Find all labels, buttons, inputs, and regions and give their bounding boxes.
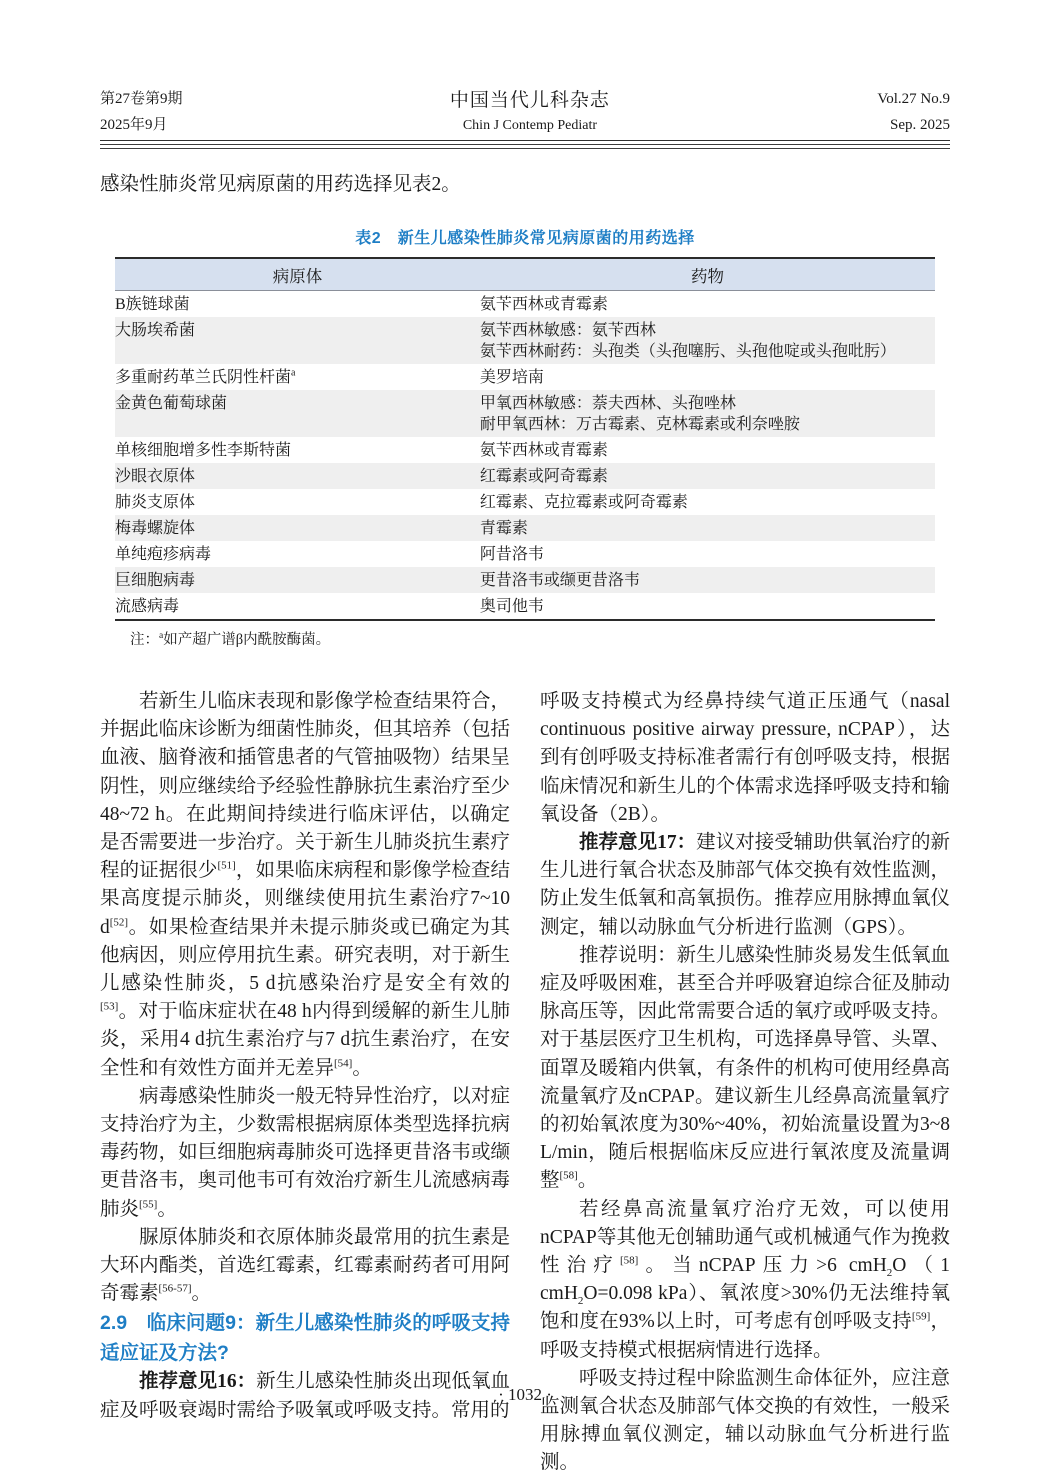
drug-line: 红霉素或阿奇霉素 [479,467,608,485]
paragraph: 推荐意见17：建议对接受辅助供氧治疗的新生儿进行氧合状态及肺部气体交换有效性监测，防止发生低氧和高氧损伤。推荐应用脉搏血氧仪测定，辅以动脉血气分析进行监测（GPS）。 [540,832,950,938]
pathogen-cell: 金黄色葡萄球菌 [115,394,228,412]
volume-issue: 第27卷第9期 [100,91,183,107]
table-header-row [115,258,935,291]
table-block [115,225,935,650]
table-row [115,317,935,364]
table-row [115,364,935,390]
table-note [130,630,935,650]
header-rule-thin [100,140,950,141]
drug-line: 奥司他韦 [479,597,544,615]
drug-table-body [115,291,935,621]
drug-line: 氨苄西林耐药：头孢类（头孢噻肟、头孢他啶或头孢吡肟） [479,342,896,360]
drug-line: 青霉素 [479,519,528,537]
drug-line: 阿昔洛韦 [479,545,544,563]
vol-no-en: Vol.27 No.9 [877,91,950,107]
column-header-drug: 药物 [480,258,935,291]
journal-header [100,86,950,138]
left-column [100,688,510,1473]
drug-cell [480,463,935,489]
drug-table [115,257,935,621]
drug-cell [480,567,935,593]
drug-cell [480,317,935,364]
pathogen-cell: 肺炎支原体 [115,493,196,511]
paragraph: 呼吸支持过程中除监测生命体征外，应注意监测氧合状态及肺部气体交换的有效性，一般采用脉搏血氧仪测定，辅以动脉血气分析进行监测。 [540,1367,950,1473]
drug-line: 氨苄西林敏感：氨苄西林 [479,321,656,339]
drug-cell [480,541,935,567]
table-row [115,390,935,437]
journal-title-block [450,88,610,138]
table-row [115,463,935,489]
table-row [115,515,935,541]
pathogen-cell: 巨细胞病毒 [115,571,196,589]
note-superscript: a [159,631,164,642]
paragraph: 若经鼻高流量氧疗治疗无效，可以使用nCPAP等其他无创辅助通气或机械通气作为挽救性治疗[58]。当nCPAP压力>6 cmH$_2$O（1 cmH$_2$O=0.098 kPa）、氧浓度>30%仍无法维持氧饱和度在93%以上时，可考虑有创呼吸支持[59]，呼吸支持模式根据病情进行选择。 [540,1198,950,1361]
header-rule-double [100,144,950,149]
right-column [540,688,950,1473]
intro-sentence: 感染性肺炎常见病原菌的用药选择见表2。 [100,174,461,195]
drug-cell [480,593,935,620]
table-row [115,567,935,593]
drug-cell [480,390,935,437]
table-row [115,291,935,318]
drug-line: 美罗培南 [479,368,544,386]
paragraph: 推荐说明：新生儿感染性肺炎易发生低氧血症及呼吸困难，甚至合并呼吸窘迫综合征及肺动脉高压等，因此常需要合适的氧疗或呼吸支持。对于基层医疗卫生机构，可选择鼻导管、头罩、面罩及暖箱内供氧，有条件的机构可使用经鼻高流量氧疗及nCPAP。建议新生儿经鼻高流量氧疗的初始氧浓度为30%~40%，初始流量设置为3~8 L/min，随后根据临床反应进行氧浓度及流量调整[58]。 [540,944,950,1192]
drug-line: 氨苄西林或青霉素 [479,441,608,459]
pathogen-cell: 沙眼衣原体 [115,467,196,485]
pathogen-cell: 多重耐药革兰氏阴性杆菌$^a$ [115,367,296,386]
column-header-pathogen: 病原体 [115,258,480,291]
pathogen-cell: 梅毒螺旋体 [115,519,196,537]
note-prefix: 注： [130,632,159,648]
section-heading: 2.9 临床问题9：新生儿感染性肺炎的呼吸支持适应证及方法? [100,1312,510,1365]
paragraph: 呼吸支持模式为经鼻持续气道正压通气（nasal continuous positive airway pressure, nCPAP），达到有创呼吸支持标准者需行有创呼吸支持，根据临床情况和新生儿的个体需求选择呼吸支持和输氧设备（2B）。 [540,691,950,825]
page-number: · 1032 · [498,1385,552,1404]
pathogen-cell: B族链球菌 [115,295,190,313]
drug-cell [480,364,935,390]
journal-title-cn: 中国当代儿科杂志 [449,90,610,111]
table-row [115,437,935,463]
table-head [115,258,935,291]
header-issue-info [100,86,183,138]
page-content [100,0,950,1473]
drug-cell [480,515,935,541]
paragraph: 病毒感染性肺炎一般无特异性治疗，以对症支持治疗为主，少数需根据病原体类型选择抗病毒药物，如巨细胞病毒肺炎可选择更昔洛韦或缬更昔洛韦，奥司他韦可有效治疗新生儿流感病毒肺炎[55]。 [100,1085,510,1220]
paragraph: 推荐意见16：新生儿感染性肺炎出现低氧血症及呼吸衰竭时需给予吸氧或呼吸支持。常用的 [100,1371,510,1421]
issue-date-en: Sep. 2025 [890,117,950,133]
drug-line: 耐甲氧西林：万古霉素、克林霉素或利奈唑胺 [479,415,800,433]
drug-line: 更昔洛韦或缬更昔洛韦 [479,571,640,589]
issue-date-cn: 2025年9月 [100,117,168,133]
table-row [115,541,935,567]
pathogen-cell: 单纯疱疹病毒 [115,545,212,563]
drug-line: 甲氧西林敏感：萘夫西林、头孢唑林 [479,394,736,412]
drug-line: 红霉素、克拉霉素或阿奇霉素 [479,493,688,511]
note-text: 如产超广谱β内酰胺酶菌。 [163,632,331,648]
pathogen-cell: 单核细胞增多性李斯特菌 [115,441,292,459]
header-vol-info [877,86,950,138]
table-title: 表2 新生儿感染性肺炎常见病原菌的用药选择 [355,230,695,247]
pathogen-cell: 流感病毒 [115,597,180,615]
table-row [115,593,935,620]
drug-line: 氨苄西林或青霉素 [479,295,608,313]
drug-cell [480,437,935,463]
table-row [115,489,935,515]
pathogen-cell: 大肠埃希菌 [115,321,196,339]
drug-cell [480,489,935,515]
drug-cell [480,291,935,318]
journal-title-en: Chin J Contemp Pediatr [462,118,598,133]
paragraph: 若新生儿临床表现和影像学检查结果符合，并据此临床诊断为细菌性肺炎，但其培养（包括血液、脑脊液和插管患者的气管抽吸物）结果呈阴性，则应继续给予经验性静脉抗生素治疗至少48~72 h。在此期间持续进行临床评估，以确定是否需要进一步治疗。关于新生儿肺炎抗生素疗程的证据很少[51]，如果临床病程和影像学检查结果高度提示肺炎，则继续使用抗生素治疗7~10 d[52]。如果检查结果并未提示肺炎或已确定为其他病因，则应停用抗生素。研究表明，对于新生儿感染性肺炎，5 d抗感染治疗是安全有效的[53]。对于临床症状在48 h内得到缓解的新生儿肺炎，采用4 d抗生素治疗与7 d抗生素治疗，在安全性和有效性方面并无差异[54]。 [100,691,510,1079]
body-columns [100,688,950,1473]
paragraph: 脲原体肺炎和衣原体肺炎最常用的抗生素是大环内酯类，首选红霉素，红霉素耐药者可用阿奇霉素[56-57]。 [100,1226,510,1305]
